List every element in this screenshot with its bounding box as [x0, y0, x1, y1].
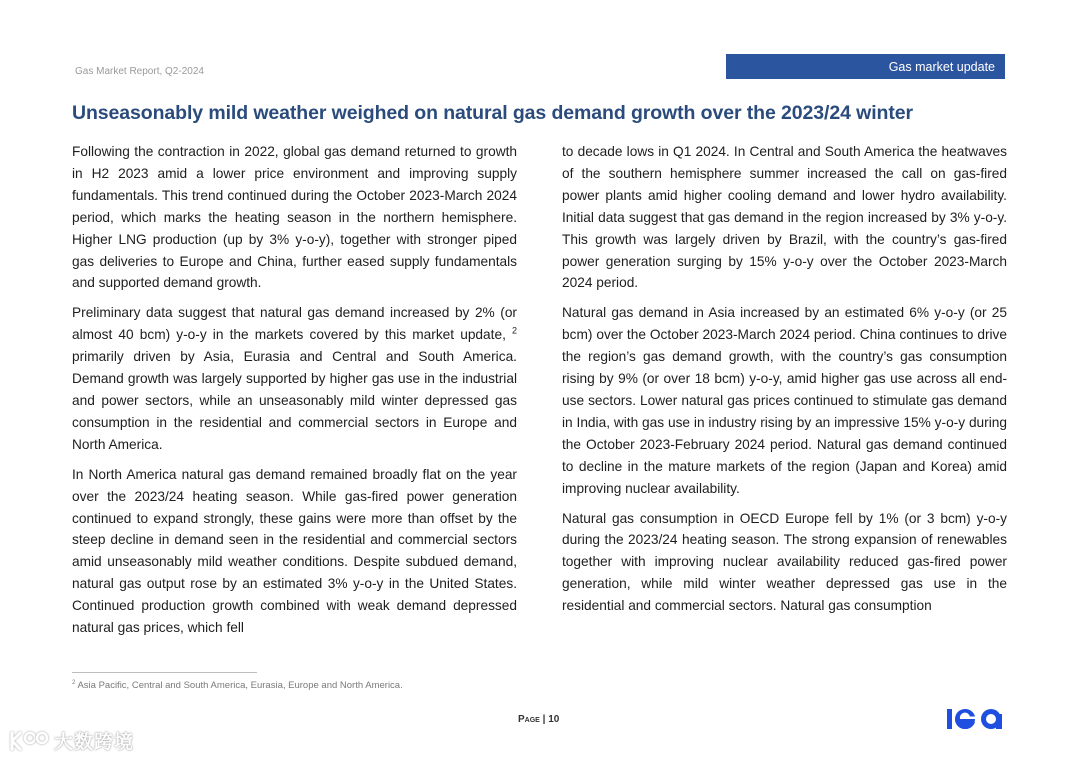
page-title: Unseasonably mild weather weighed on natural gas demand growth over the 2023/24 winter — [72, 102, 913, 124]
paragraph-central-south-america: to decade lows in Q1 2024. In Central and South America the heatwaves of the southern hemisphere summer increased the call on gas-fired power plants amid higher cooling demand and lower hydro availability. Initial data suggest that gas demand in the region increased by 3% y-o-y. This growth was largely driven by Brazil, with the country’s gas-fired power generation surging by 15% y-o-y over the October 2023-March 2024 period. — [562, 144, 1007, 291]
page-number-value: 10 — [548, 714, 560, 725]
footnote-text: Asia Pacific, Central and South America, Eurasia, Europe and North America. — [75, 680, 403, 692]
paragraph-north-america: In North America natural gas demand remained broadly flat on the year over the 2023/24 heating season. While gas-fired power generation continued to expand strongly, these gains were more than offset by the steep decline in demand seen in the residential and commercial sectors amid unseasonably mild weather conditions. Despite subdued demand, natural gas output rose by an estimated 3% y-o-y in the United States. Continued production growth combined with weak demand depressed natural gas prices, which fell — [72, 466, 517, 636]
report-name: Gas Market Report, Q2-2024 — [75, 66, 204, 77]
page-number — [518, 714, 559, 725]
page-separator: | — [539, 714, 549, 725]
watermark-logo-icon — [8, 729, 50, 753]
paragraph-asia: Natural gas demand in Asia increased by an estimated 6% y-o-y (or 25 bcm) over the October 2023-March 2024 period. China continues to drive the region’s gas demand growth, with the country’s gas consumption rising by 9% (or over 18 bcm) y-o-y, amid higher gas use across all end-use sectors. Lower natural gas prices continued to stimulate gas demand in India, with gas use in industry rising by an impressive 15% y-o-y during the October 2023-February 2024 period. Natural gas demand continued to decline in the mature markets of the region (Japan and Korea) amid improving nuclear availability. — [562, 305, 1007, 496]
footnote — [72, 680, 403, 691]
watermark-text: 大数跨境 — [54, 732, 135, 753]
paragraph-oecd-europe: Natural gas consumption in OECD Europe fell by 1% (or 3 bcm) y-o-y during the 2023/24 heating season. The strong expansion of renewables together with improving nuclear availability reduced gas-fired power generation, while mild winter weather depressed gas use in the residential and commercial sectors. Natural gas consumption — [562, 510, 1007, 614]
footnote-divider — [72, 672, 257, 673]
footnote-number: 2 — [72, 680, 76, 686]
paragraph-global-demand: Following the contraction in 2022, global gas demand returned to growth in H2 2023 amid a lower price environment and improving supply fundamentals. This trend continued during the October 2023-March 2024 period, which marks the heating season in the northern hemisphere. Higher LNG production (up by 3% y-o-y), together with stronger piped gas deliveries to Europe and China, further eased supply fundamentals and supported demand growth. — [72, 144, 517, 291]
paragraph-text: primarily driven by Asia, Eurasia and Central and South America. Demand growth was largely supported by higher gas use in the industrial and power sectors, while an unseasonably mild winter depressed gas consumption in the residential and commercial sectors in Europe and North America. — [72, 349, 517, 452]
footnote-reference[interactable]: 2 — [511, 325, 517, 336]
paragraph-preliminary-data — [72, 302, 517, 455]
paragraph-text: Preliminary data suggest that natural gas demand increased by 2% (or almost 40 bcm) y-o-y in the markets covered by this market update, — [72, 305, 517, 343]
right-column — [562, 141, 1007, 625]
left-column — [72, 141, 517, 647]
section-banner — [726, 54, 1005, 79]
iea-logo-icon — [945, 706, 1007, 732]
page-label: Page — [518, 714, 540, 725]
watermark — [8, 727, 134, 754]
section-banner-label: Gas market update — [888, 59, 995, 74]
